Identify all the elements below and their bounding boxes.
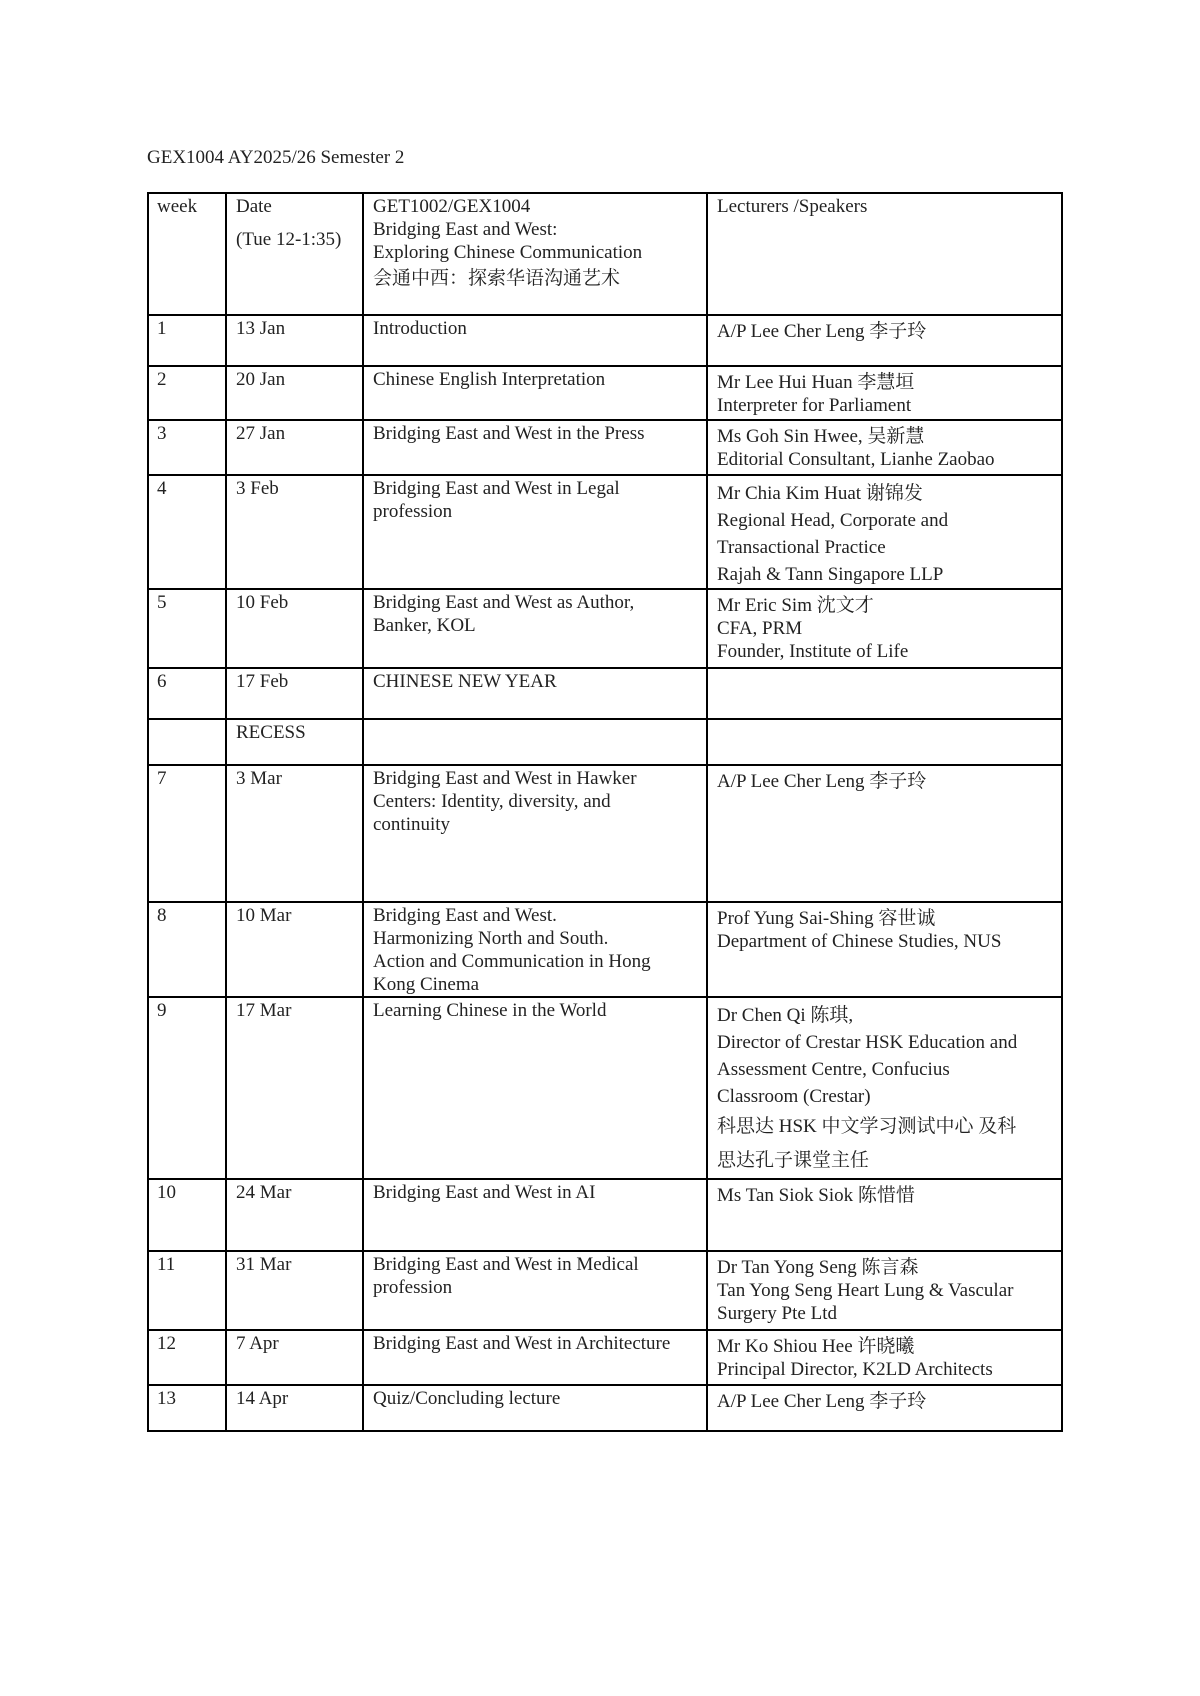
header-date — [226, 193, 363, 315]
speaker-cell — [707, 1251, 1062, 1330]
speaker-cell — [707, 1179, 1062, 1251]
topic-line: Bridging East and West as Author, — [373, 592, 635, 613]
header-date-time: (Tue 12-1:35) — [236, 229, 342, 250]
week-number: 3 — [157, 423, 167, 444]
header-course-title: Bridging East and West: — [373, 219, 558, 240]
speaker-name: Mr Ko Shiou Hee 许晓曦 — [717, 1336, 915, 1357]
topic-line: Bridging East and West in the Press — [373, 423, 645, 444]
week-number: 1 — [157, 318, 167, 339]
week-number: 6 — [157, 671, 167, 692]
speaker-name: Dr Chen Qi 陈琪, — [717, 1005, 854, 1026]
speaker-name: Mr Eric Sim 沈文才 — [717, 595, 874, 616]
speaker-detail: Founder, Institute of Life — [717, 641, 909, 662]
header-week-label: week — [157, 196, 198, 217]
speaker-name: Prof Yung Sai-Shing 容世诚 — [717, 908, 936, 929]
date-cell — [226, 765, 363, 902]
topic-cell — [363, 997, 707, 1179]
topic-line: Kong Cinema — [373, 974, 480, 995]
date-cell — [226, 1330, 363, 1385]
lecture-date: 27 Jan — [236, 423, 286, 444]
topic-line: profession — [373, 501, 453, 522]
week-cell — [148, 1179, 226, 1251]
topic-cell — [363, 589, 707, 668]
week-cell — [148, 1330, 226, 1385]
speaker-name: A/P Lee Cher Leng 李子玲 — [717, 1391, 927, 1412]
topic-line: Bridging East and West in AI — [373, 1182, 596, 1203]
week-cell — [148, 420, 226, 475]
speaker-cell — [707, 315, 1062, 366]
week-number: 9 — [157, 1000, 167, 1021]
lecture-date: 10 Mar — [236, 905, 292, 926]
week-cell — [148, 765, 226, 902]
speaker-cell — [707, 420, 1062, 475]
topic-line: Banker, KOL — [373, 615, 476, 636]
table-row — [148, 1251, 1062, 1330]
week-cell — [148, 997, 226, 1179]
table-row — [148, 668, 1062, 719]
header-course-subtitle: Exploring Chinese Communication — [373, 242, 643, 263]
speaker-name: Dr Tan Yong Seng 陈言森 — [717, 1257, 919, 1278]
table-row — [148, 475, 1062, 589]
table-row — [148, 420, 1062, 475]
lecture-date: 3 Mar — [236, 768, 282, 789]
speaker-detail: Interpreter for Parliament — [717, 395, 912, 416]
topic-line: Chinese English Interpretation — [373, 369, 606, 390]
week-cell — [148, 1251, 226, 1330]
document-heading: GEX1004 AY2025/26 Semester 2 — [147, 147, 405, 168]
header-topic — [363, 193, 707, 315]
lecture-date: 31 Mar — [236, 1254, 292, 1275]
date-cell — [226, 475, 363, 589]
topic-line: Harmonizing North and South. — [373, 928, 609, 949]
topic-line: Bridging East and West in Medical — [373, 1254, 639, 1275]
table-row — [148, 366, 1062, 420]
speaker-cell — [707, 1330, 1062, 1385]
week-number: 5 — [157, 592, 167, 613]
topic-cell — [363, 1385, 707, 1431]
topic-cell — [363, 668, 707, 719]
topic-cell — [363, 765, 707, 902]
topic-line: Bridging East and West in Architecture — [373, 1333, 671, 1354]
week-number: 11 — [157, 1254, 176, 1275]
date-cell — [226, 366, 363, 420]
lecture-date: 10 Feb — [236, 592, 289, 613]
speaker-detail: Principal Director, K2LD Architects — [717, 1359, 993, 1380]
table-header-row — [148, 193, 1062, 315]
week-number: 10 — [157, 1182, 176, 1203]
speaker-name: Mr Chia Kim Huat 谢锦发 — [717, 483, 923, 504]
header-course-chinese-title: 会通中西：探索华语沟通艺术 — [373, 268, 621, 289]
header-speakers — [707, 193, 1062, 315]
speaker-detail: Transactional Practice — [717, 537, 886, 558]
week-number: 12 — [157, 1333, 176, 1354]
speaker-detail: CFA, PRM — [717, 618, 803, 639]
speaker-cell — [707, 902, 1062, 997]
week-cell — [148, 589, 226, 668]
header-week — [148, 193, 226, 315]
speaker-name: A/P Lee Cher Leng 李子玲 — [717, 321, 927, 342]
week-cell — [148, 719, 226, 765]
date-cell — [226, 902, 363, 997]
lecture-date: RECESS — [236, 722, 306, 743]
lecture-date: 17 Feb — [236, 671, 289, 692]
speaker-cell — [707, 719, 1062, 765]
topic-cell — [363, 420, 707, 475]
speaker-detail: Assessment Centre, Confucius — [717, 1059, 950, 1080]
speaker-cell — [707, 475, 1062, 589]
table-row — [148, 1179, 1062, 1251]
topic-cell — [363, 366, 707, 420]
speaker-name: Ms Goh Sin Hwee, 吴新慧 — [717, 426, 925, 447]
week-cell — [148, 475, 226, 589]
date-cell — [226, 315, 363, 366]
lecture-date: 24 Mar — [236, 1182, 292, 1203]
week-number: 8 — [157, 905, 167, 926]
table-row — [148, 1330, 1062, 1385]
speaker-cell — [707, 765, 1062, 902]
date-cell — [226, 420, 363, 475]
week-number: 2 — [157, 369, 167, 390]
table-row — [148, 315, 1062, 366]
speaker-detail: Editorial Consultant, Lianhe Zaobao — [717, 449, 995, 470]
speaker-detail: Surgery Pte Ltd — [717, 1303, 837, 1324]
table-row — [148, 589, 1062, 668]
lecture-date: 14 Apr — [236, 1388, 289, 1409]
week-number: 4 — [157, 478, 167, 499]
topic-cell — [363, 475, 707, 589]
table-row — [148, 765, 1062, 902]
speaker-name: Mr Lee Hui Huan 李慧垣 — [717, 372, 915, 393]
topic-line: Action and Communication in Hong — [373, 951, 651, 972]
speaker-cell — [707, 589, 1062, 668]
speaker-detail: Tan Yong Seng Heart Lung & Vascular — [717, 1280, 1014, 1301]
lecture-date: 13 Jan — [236, 318, 286, 339]
week-cell — [148, 902, 226, 997]
speaker-detail: Classroom (Crestar) — [717, 1086, 871, 1107]
date-cell — [226, 1385, 363, 1431]
speaker-detail: Director of Crestar HSK Education and — [717, 1032, 1018, 1053]
table-row — [148, 1385, 1062, 1431]
topic-cell — [363, 315, 707, 366]
date-cell — [226, 668, 363, 719]
speaker-detail: Rajah & Tann Singapore LLP — [717, 564, 944, 585]
lecture-date: 20 Jan — [236, 369, 286, 390]
topic-line: Learning Chinese in the World — [373, 1000, 607, 1021]
speaker-detail: Regional Head, Corporate and — [717, 510, 949, 531]
topic-line: CHINESE NEW YEAR — [373, 671, 557, 692]
date-cell — [226, 719, 363, 765]
table-row — [148, 902, 1062, 997]
speaker-name: A/P Lee Cher Leng 李子玲 — [717, 771, 927, 792]
date-cell — [226, 997, 363, 1179]
week-number: 13 — [157, 1388, 176, 1409]
topic-line: profession — [373, 1277, 453, 1298]
topic-cell — [363, 1330, 707, 1385]
speaker-name: Ms Tan Siok Siok 陈惜惜 — [717, 1185, 915, 1206]
speaker-detail: Department of Chinese Studies, NUS — [717, 931, 1002, 952]
topic-cell — [363, 719, 707, 765]
speaker-cell — [707, 366, 1062, 420]
date-cell — [226, 1251, 363, 1330]
table-row — [148, 719, 1062, 765]
topic-line: Centers: Identity, diversity, and — [373, 791, 611, 812]
week-cell — [148, 315, 226, 366]
speaker-cell — [707, 1385, 1062, 1431]
topic-line: continuity — [373, 814, 451, 835]
topic-cell — [363, 1179, 707, 1251]
table-row — [148, 997, 1062, 1179]
header-speakers-label: Lecturers /Speakers — [717, 196, 868, 217]
topic-line: Bridging East and West in Hawker — [373, 768, 637, 789]
lecture-date: 7 Apr — [236, 1333, 279, 1354]
speaker-detail: 科思达 HSK 中文学习测试中心 及科 — [717, 1116, 1017, 1137]
week-cell — [148, 366, 226, 420]
speaker-detail: 思达孔子课堂主任 — [717, 1150, 870, 1171]
lecture-date: 3 Feb — [236, 478, 279, 499]
week-number: 7 — [157, 768, 167, 789]
topic-cell — [363, 902, 707, 997]
topic-line: Quiz/Concluding lecture — [373, 1388, 561, 1409]
course-schedule-table — [147, 192, 1063, 1432]
header-course-code: GET1002/GEX1004 — [373, 196, 531, 217]
week-cell — [148, 1385, 226, 1431]
lecture-date: 17 Mar — [236, 1000, 292, 1021]
topic-line: Introduction — [373, 318, 467, 339]
date-cell — [226, 1179, 363, 1251]
speaker-cell — [707, 668, 1062, 719]
week-cell — [148, 668, 226, 719]
date-cell — [226, 589, 363, 668]
header-date-label: Date — [236, 196, 272, 217]
topic-line: Bridging East and West in Legal — [373, 478, 620, 499]
topic-cell — [363, 1251, 707, 1330]
speaker-cell — [707, 997, 1062, 1179]
topic-line: Bridging East and West. — [373, 905, 557, 926]
